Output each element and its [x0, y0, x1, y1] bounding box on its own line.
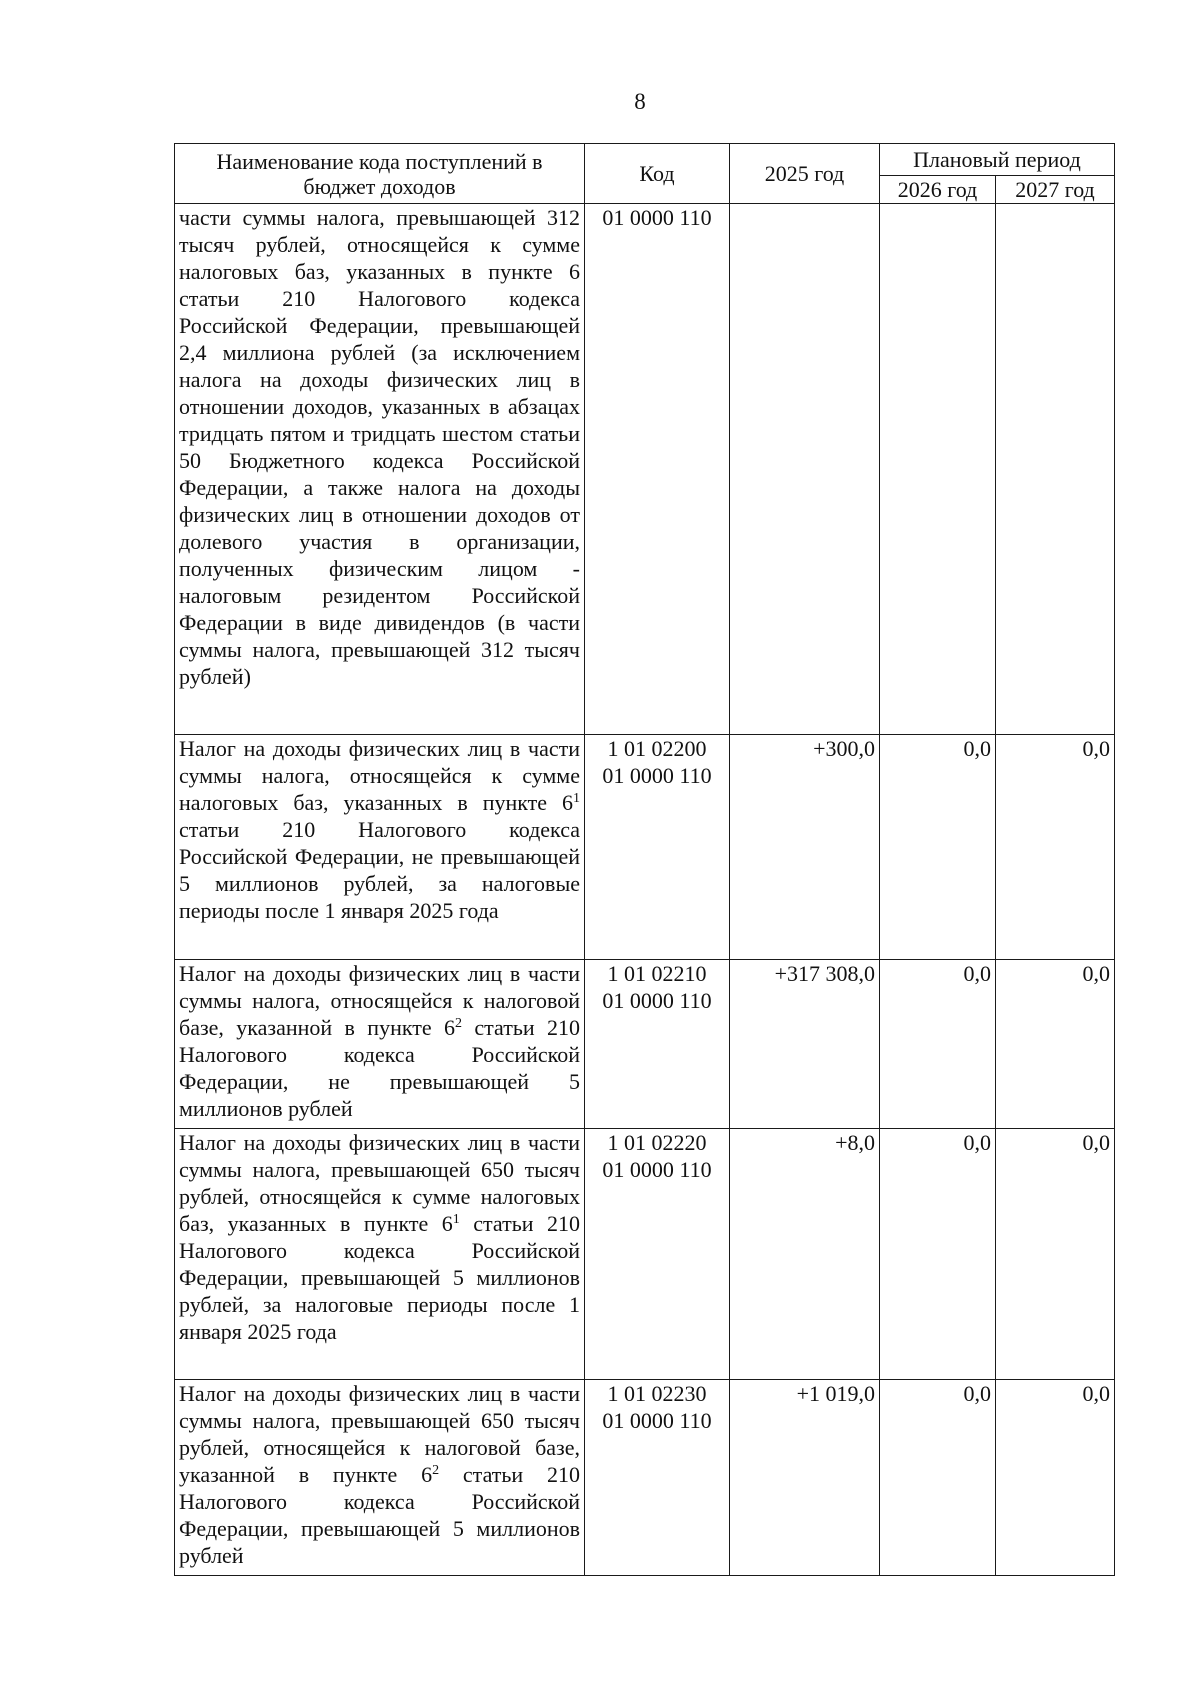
row-name	[175, 204, 585, 735]
row-name-text: статьи 210 Налогового кодекса Российской Федерации, не превышающей 5 миллионов рублей	[179, 1015, 580, 1121]
code-line-2: 01 0000 110	[602, 1408, 712, 1433]
row-code	[585, 735, 730, 960]
header-planned-period: Плановый период	[880, 144, 1115, 176]
row-value-2026: 0,0	[880, 1129, 996, 1380]
code-line-2: 01 0000 110	[602, 205, 712, 230]
row-code	[585, 204, 730, 735]
row-name-text: Налог на доходы физических лиц в части суммы налога, относящейся к сумме налоговых баз, указанных в пункте 6	[179, 736, 580, 815]
superscript: 1	[452, 1212, 460, 1227]
table-row	[175, 960, 1115, 1129]
code-line-2: 01 0000 110	[602, 763, 712, 788]
row-name-text: Налог на доходы физических лиц в части суммы налога, превышающей 650 тысяч рублей, относящейся к сумме налоговых баз, указанных в пункте 6	[179, 1130, 580, 1236]
code-line-1: 1 01 02230	[607, 1381, 707, 1406]
row-value-2027: 0,0	[996, 1380, 1115, 1576]
row-value-2027: 0,0	[996, 1129, 1115, 1380]
table-row	[175, 204, 1115, 735]
header-2026: 2026 год	[880, 176, 996, 204]
table-row	[175, 1129, 1115, 1380]
row-name-text: Налог на доходы физических лиц в части суммы налога, превышающей 650 тысяч рублей, относящейся к налоговой базе, указанной в пункте 6	[179, 1381, 580, 1487]
code-line-1: 1 01 02200	[607, 736, 707, 761]
row-value-2026: 0,0	[880, 735, 996, 960]
row-name	[175, 1129, 585, 1380]
row-value-2027	[996, 204, 1115, 735]
row-code	[585, 1129, 730, 1380]
row-value-2027: 0,0	[996, 960, 1115, 1129]
row-code	[585, 1380, 730, 1576]
row-value-2025	[730, 204, 880, 735]
row-name-text: статьи 210 Налогового кодекса Российской Федерации, превышающей 5 миллионов рублей, за налоговые периоды после 1 января 2025 года	[179, 1211, 581, 1344]
table-row	[175, 1380, 1115, 1576]
header-2025: 2025 год	[730, 144, 880, 204]
revenue-table	[174, 143, 1115, 1576]
row-value-2026	[880, 204, 996, 735]
header-2027: 2027 год	[996, 176, 1115, 204]
row-value-2026: 0,0	[880, 1380, 996, 1576]
superscript: 2	[455, 1016, 462, 1031]
row-name-text: статьи 210 Налогового кодекса Российской Федерации, не превышающей 5 миллионов рублей, за налоговые периоды после 1 января 2025 года	[179, 817, 580, 923]
row-value-2026: 0,0	[880, 960, 996, 1129]
header-code: Код	[585, 144, 730, 204]
superscript: 2	[432, 1463, 440, 1478]
code-line-1: 1 01 02210	[607, 961, 707, 986]
row-name-text: Налог на доходы физических лиц в части суммы налога, относящейся к налоговой базе, указанной в пункте 6	[179, 961, 580, 1040]
row-name-text: части суммы налога, превышающей 312 тысяч рублей, относящейся к сумме налоговых баз, указанных в пункте 6 статьи 210 Налогового кодекса Российской Федерации, превышающей 2,4 миллиона рублей (за исключением налога на доходы физических лиц в отношении доходов, указанных в абзацах тридцать пятом и тридцать шестом статьи 50 Бюджетного кодекса Российской Федерации, а также налога на доходы физических лиц в отношении доходов от долевого участия в организации, полученных физическим лицом - налоговым резидентом Российской Федерации в виде дивидендов (в части суммы налога, превышающей 312 тысяч рублей)	[179, 205, 580, 689]
code-line-2: 01 0000 110	[602, 1157, 712, 1182]
row-value-2025: +300,0	[730, 735, 880, 960]
superscript: 1	[573, 791, 580, 806]
page-number: 8	[634, 89, 646, 114]
row-code	[585, 960, 730, 1129]
row-value-2025: +8,0	[730, 1129, 880, 1380]
row-value-2025: +1 019,0	[730, 1380, 880, 1576]
row-name-text: статьи 210 Налогового кодекса Российской Федерации, превышающей 5 миллионов рублей	[179, 1462, 581, 1568]
row-name	[175, 735, 585, 960]
row-value-2027: 0,0	[996, 735, 1115, 960]
row-name	[175, 1380, 585, 1576]
code-line-2: 01 0000 110	[602, 988, 712, 1013]
row-value-2025: +317 308,0	[730, 960, 880, 1129]
row-name	[175, 960, 585, 1129]
header-name: Наименование кода поступлений в бюджет доходов	[175, 144, 585, 204]
code-line-1: 1 01 02220	[607, 1130, 707, 1155]
table-row	[175, 735, 1115, 960]
